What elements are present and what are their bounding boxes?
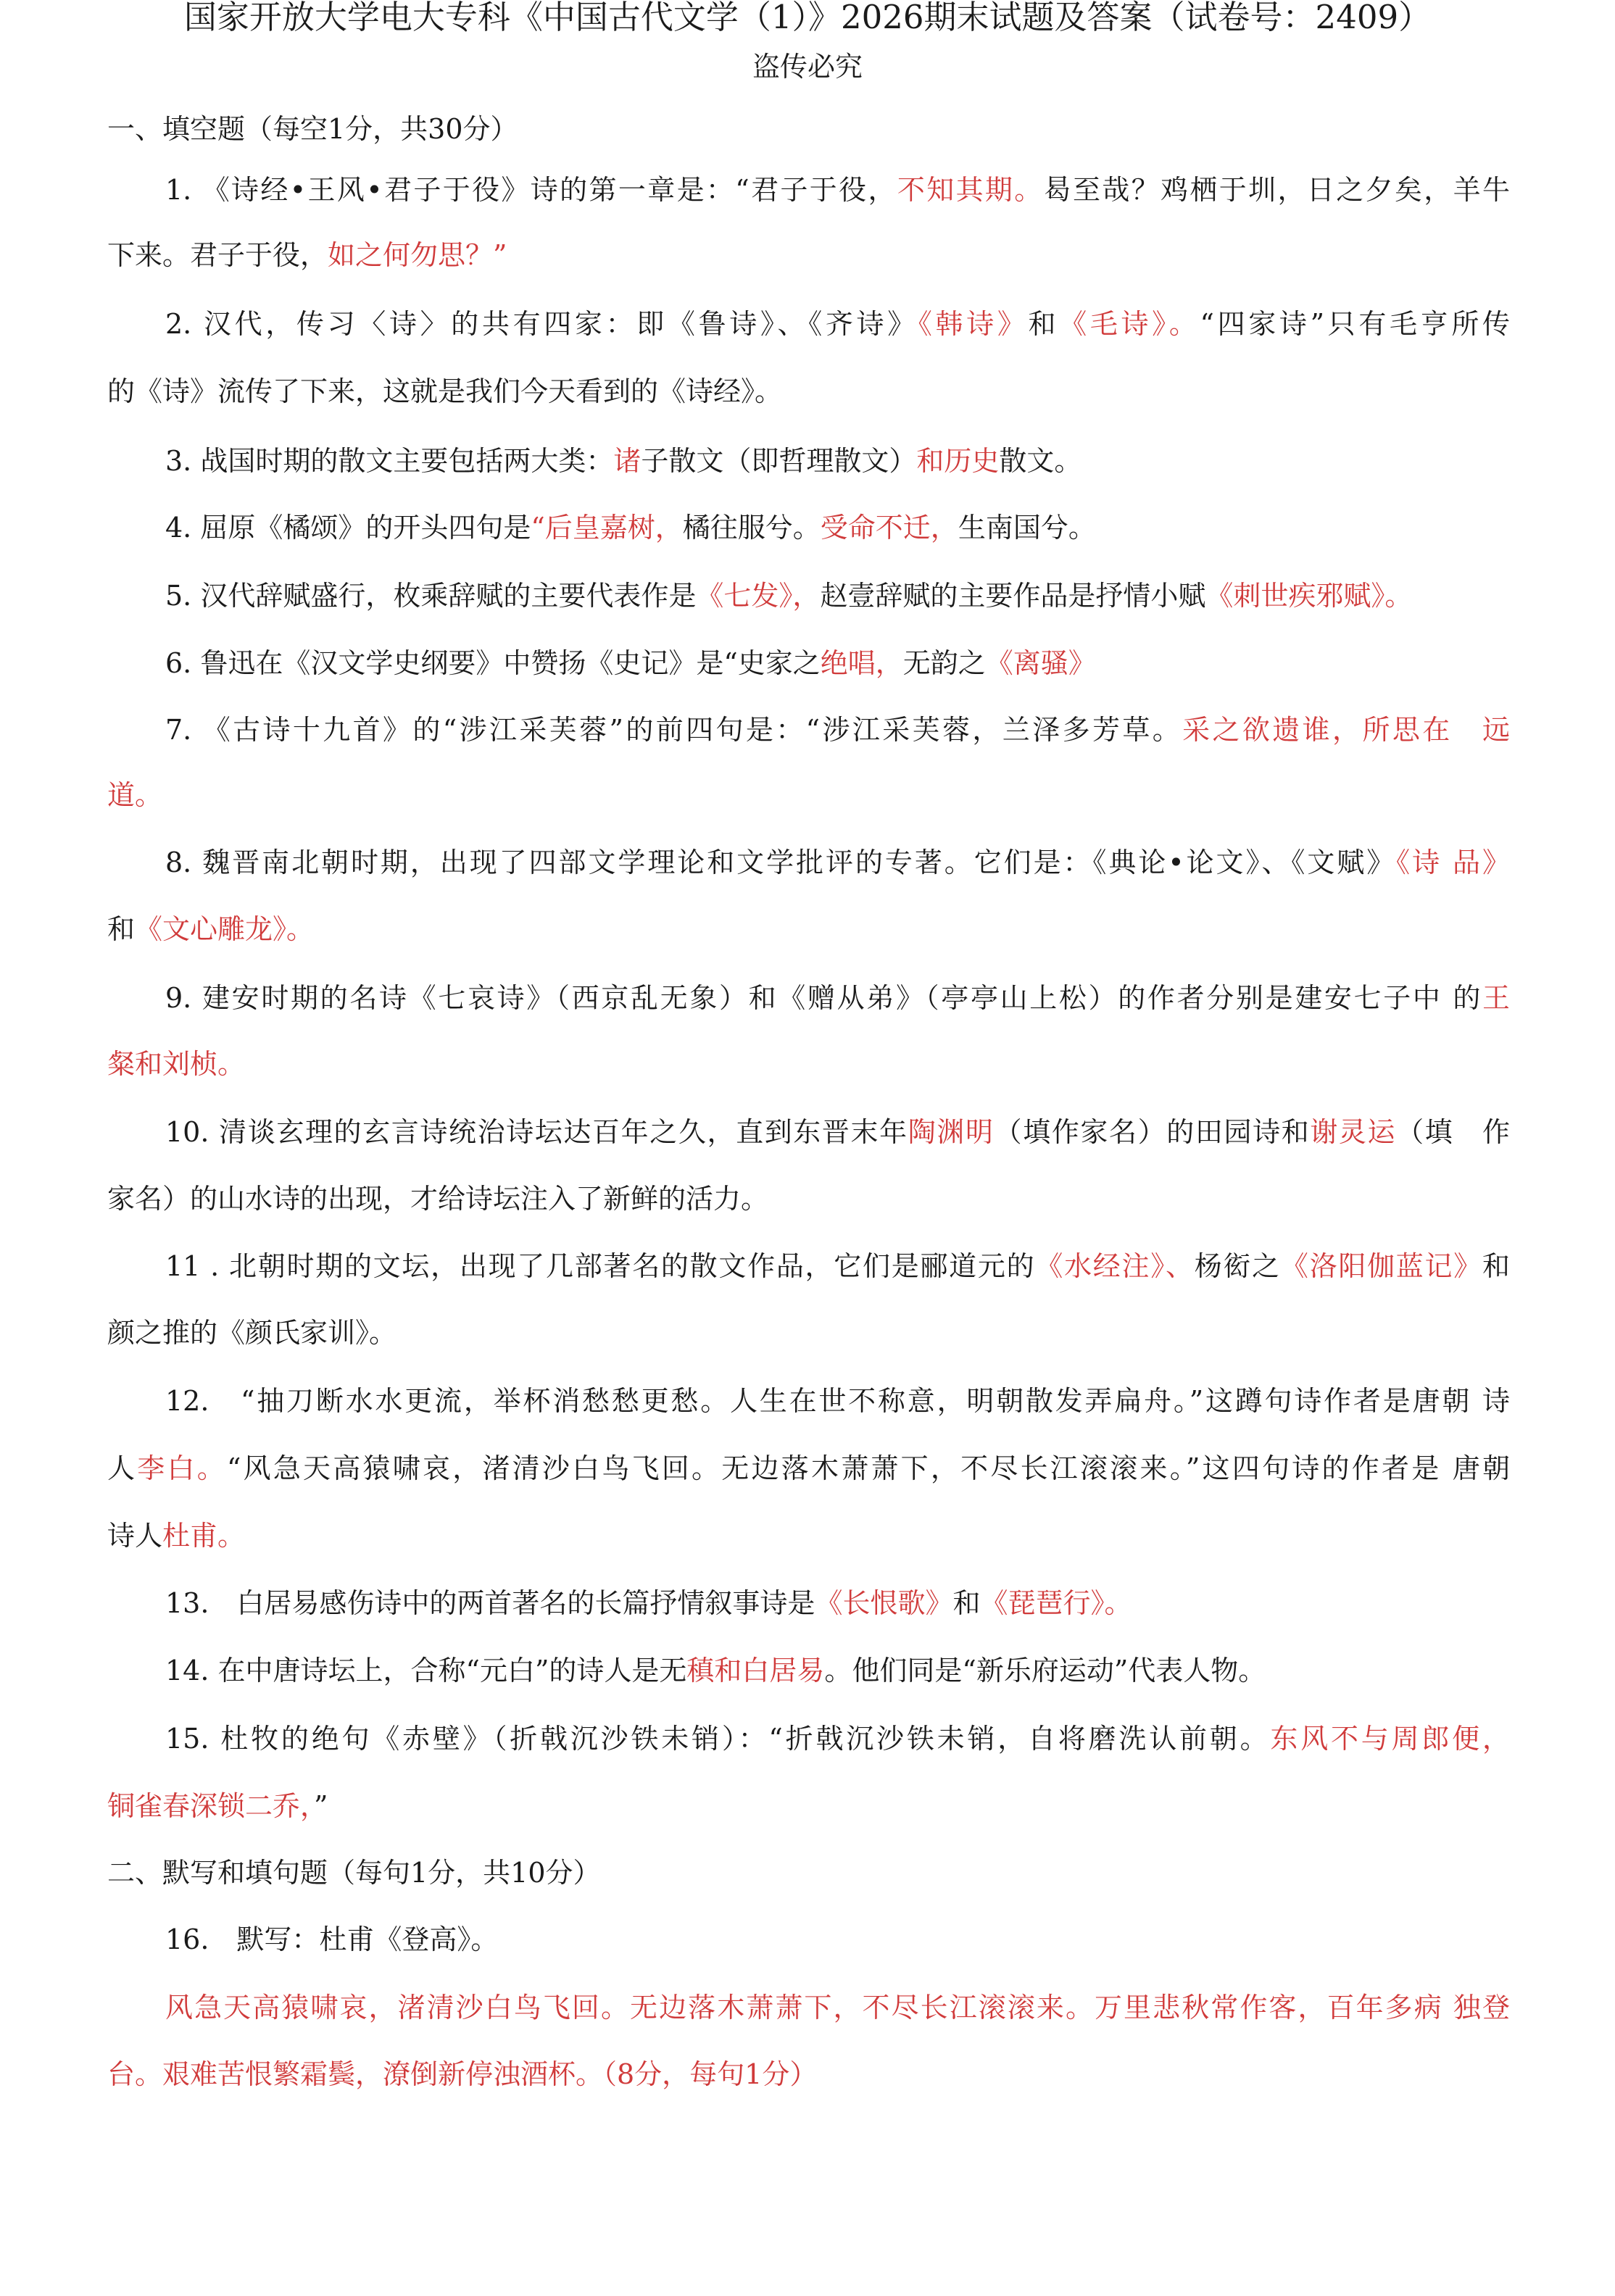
q7-text-a: 7. 《古诗十九首》的“涉江采芙蓉”的前四句是：“涉江采芙蓉，兰泽多芳草。: [165, 714, 1183, 746]
q1-text-a: 1. 《诗经•王风•君子于役》诗的第一章是：“君子于役，: [165, 174, 897, 206]
q12-text-b: 人: [107, 1452, 138, 1484]
page-subtitle: 盗传必究: [752, 51, 863, 83]
q13-answer-1: 《长恨歌》: [815, 1587, 953, 1619]
q4-answer-1: “后皇嘉树，: [531, 512, 683, 544]
q14-text-c: 。他们同是“新乐府运动”代表人物。: [824, 1655, 1266, 1686]
q13-text-a: 13. 白居易感伤诗中的两首著名的长篇抒情叙事诗是: [165, 1587, 815, 1619]
q1-text-d: 下来。君子于役，: [107, 239, 328, 271]
q6-answer-2: 《离骚》: [985, 647, 1096, 679]
q8-answer-2: 《文心雕龙》。: [135, 913, 315, 945]
q12-text-e: 诗人: [107, 1520, 163, 1552]
q7-answer-1: 采之欲遗谁，所思在 远: [1182, 714, 1510, 746]
q10-answer-2: 谢灵运: [1310, 1116, 1397, 1148]
q12-text-d: “风急天高猿啸哀，渚清沙白鸟飞回。无边落木萧萧下，不尽长江滚滚来。”这四句诗的作者是 唐朝: [226, 1452, 1510, 1484]
q11-text-c: 杨衒之: [1194, 1250, 1281, 1282]
q3-answer-2: 和历史: [916, 445, 1000, 477]
q4-text-c: 橘往服兮。: [682, 512, 821, 544]
question-9-line-2: 粲和刘桢。: [107, 1048, 246, 1080]
question-8-line-1: [165, 847, 1510, 878]
question-7-line-1: [165, 714, 1510, 746]
question-8-line-2: [107, 913, 1510, 945]
q8-text-c: 和: [107, 913, 136, 945]
q1-text-c: 曷至哉？鸡栖于圳，日之夕矣，羊牛: [1043, 174, 1510, 206]
question-14: [165, 1655, 1510, 1686]
q11-answer-2: 《洛阳伽蓝记》: [1280, 1250, 1482, 1282]
q6-text-a: 6. 鲁迅在《汉文学史纲要》中赞扬《史记》是“史家之: [165, 647, 821, 679]
question-12-line-2: [107, 1452, 1510, 1484]
question-4: [165, 512, 1510, 544]
q5-answer-2: 《刺世疾邪赋》。: [1205, 580, 1413, 612]
q6-text-c: 无韵之: [902, 647, 986, 679]
question-16-prompt: 16. 默写：杜甫《登高》。: [165, 1923, 499, 1955]
q9-answer-1: 王: [1482, 982, 1510, 1014]
q10-text-c: （填作家名）的田园诗和: [994, 1116, 1311, 1148]
q5-text-c: 赵壹辞赋的主要作品是抒情小赋: [820, 580, 1206, 612]
question-2-line-2: 的《诗》流传了下来，这就是我们今天看到的《诗经》。: [107, 375, 783, 407]
question-11-line-1: [165, 1250, 1510, 1282]
q11-answer-1: 《水经注》、: [1035, 1250, 1195, 1282]
q2-answer-2: 《毛诗》。: [1059, 308, 1200, 340]
question-16-answer-line-2: 台。艰难苦恨繁霜鬓，潦倒新停浊酒杯。（8分，每句1分）: [107, 2058, 818, 2090]
question-1-line-1: [165, 174, 1510, 206]
question-11-line-2: 颜之推的《颜氏家训》。: [107, 1317, 397, 1349]
q10-answer-1: 陶渊明: [908, 1116, 995, 1148]
page-title: 国家开放大学电大专科《中国古代文学（1）》2026期末试题及答案（试卷号：2409）: [183, 0, 1432, 36]
q15-text-d: ”: [314, 1790, 328, 1822]
q15-answer-1: 东风不与周郎便，: [1270, 1723, 1510, 1755]
question-3: [165, 445, 1510, 477]
question-15-line-1: [165, 1723, 1510, 1755]
question-7-line-2: 道。: [107, 779, 163, 811]
q2-text-c: 和: [1028, 308, 1060, 340]
q15-answer-2: 铜雀春深锁二乔，: [107, 1790, 315, 1822]
q4-answer-2: 受命不迁，: [820, 512, 958, 544]
q6-answer-1: 绝唱，: [820, 647, 903, 679]
q3-text-a: 3. 战国时期的散文主要包括两大类：: [165, 445, 614, 477]
q1-answer-2: 如之何勿思？”: [328, 239, 507, 271]
q2-text-e: “四家诗”只有毛亨所传: [1200, 308, 1510, 340]
q12-answer-1: 李白。: [137, 1452, 227, 1484]
question-10-line-1: [165, 1116, 1510, 1148]
q15-text-a: 15. 杜牧的绝句《赤壁》（折戟沉沙铁未销）：“折戟沉沙铁未销，自将磨洗认前朝。: [165, 1723, 1271, 1755]
q5-answer-1: 《七发》，: [696, 580, 821, 612]
question-15-line-2: [107, 1790, 1510, 1822]
q13-answer-2: 《琵琶行》。: [980, 1587, 1132, 1619]
section-2-title: 二、默写和填句题（每句1分，共10分）: [107, 1857, 601, 1889]
q1-answer-1: 不知其期。: [897, 174, 1044, 206]
q4-text-a: 4. 屈原《橘颂》的开头四句是: [165, 512, 531, 544]
question-9-line-1: [165, 982, 1510, 1014]
q14-answer-1: 稹和白居易: [686, 1655, 825, 1686]
q12-answer-2: 杜甫。: [162, 1520, 246, 1552]
question-2-line-1: [165, 308, 1510, 340]
question-1-line-2: [107, 239, 1510, 271]
q14-text-a: 14. 在中唐诗坛上，合称“元白”的诗人是无: [165, 1655, 687, 1686]
question-16-answer-line-1: 风急天高猿啸哀，渚清沙白鸟飞回。无边落木萧萧下，不尽长江滚滚来。万里悲秋常作客，百年多病 独登: [165, 1992, 1510, 2023]
q3-text-e: 散文。: [999, 445, 1082, 477]
q5-text-a: 5. 汉代辞赋盛行，枚乘辞赋的主要代表作是: [165, 580, 697, 612]
q10-text-e: （填 作: [1396, 1116, 1510, 1148]
q2-text-a: 2. 汉代，传习〈诗〉的共有四家：即《鲁诗》、《齐诗》: [165, 308, 918, 340]
question-13: [165, 1587, 1510, 1619]
q2-answer-1: 《韩诗》: [918, 308, 1029, 340]
q11-text-a: 11 . 北朝时期的文坛，出现了几部著名的散文作品，它们是郦道元的: [165, 1250, 1036, 1282]
q3-answer-1: 诸: [613, 445, 642, 477]
q8-answer-1: 《诗 品》: [1396, 847, 1510, 878]
q13-text-c: 和: [952, 1587, 981, 1619]
q11-text-e: 和: [1482, 1250, 1510, 1282]
question-12-line-1: 12. “抽刀断水水更流，举杯消愁愁更愁。人生在世不称意，明朝散发弄扁舟。”这蹲句诗作者是唐朝 诗: [165, 1385, 1510, 1417]
q4-text-e: 生南国兮。: [958, 512, 1096, 544]
question-10-line-2: 家名）的山水诗的出现，才给诗坛注入了新鲜的活力。: [107, 1183, 769, 1215]
question-6: [165, 647, 1510, 679]
q8-text-a: 8. 魏晋南北朝时期，出现了四部文学理论和文学批评的专著。它们是：《典论•论文》、《文赋》: [165, 847, 1397, 878]
q3-text-c: 子散文（即哲理散文）: [641, 445, 917, 477]
section-1-title: 一、填空题（每空1分，共30分）: [107, 113, 518, 145]
q9-text-a: 9. 建安时期的名诗《七哀诗》（西京乱无象）和《赠从弟》（亭亭山上松）的作者分别是建安七子中 的: [165, 982, 1482, 1014]
question-12-line-3: [107, 1520, 1510, 1552]
q10-text-a: 10. 清谈玄理的玄言诗统治诗坛达百年之久，直到东晋末年: [165, 1116, 908, 1148]
question-5: [165, 580, 1510, 612]
